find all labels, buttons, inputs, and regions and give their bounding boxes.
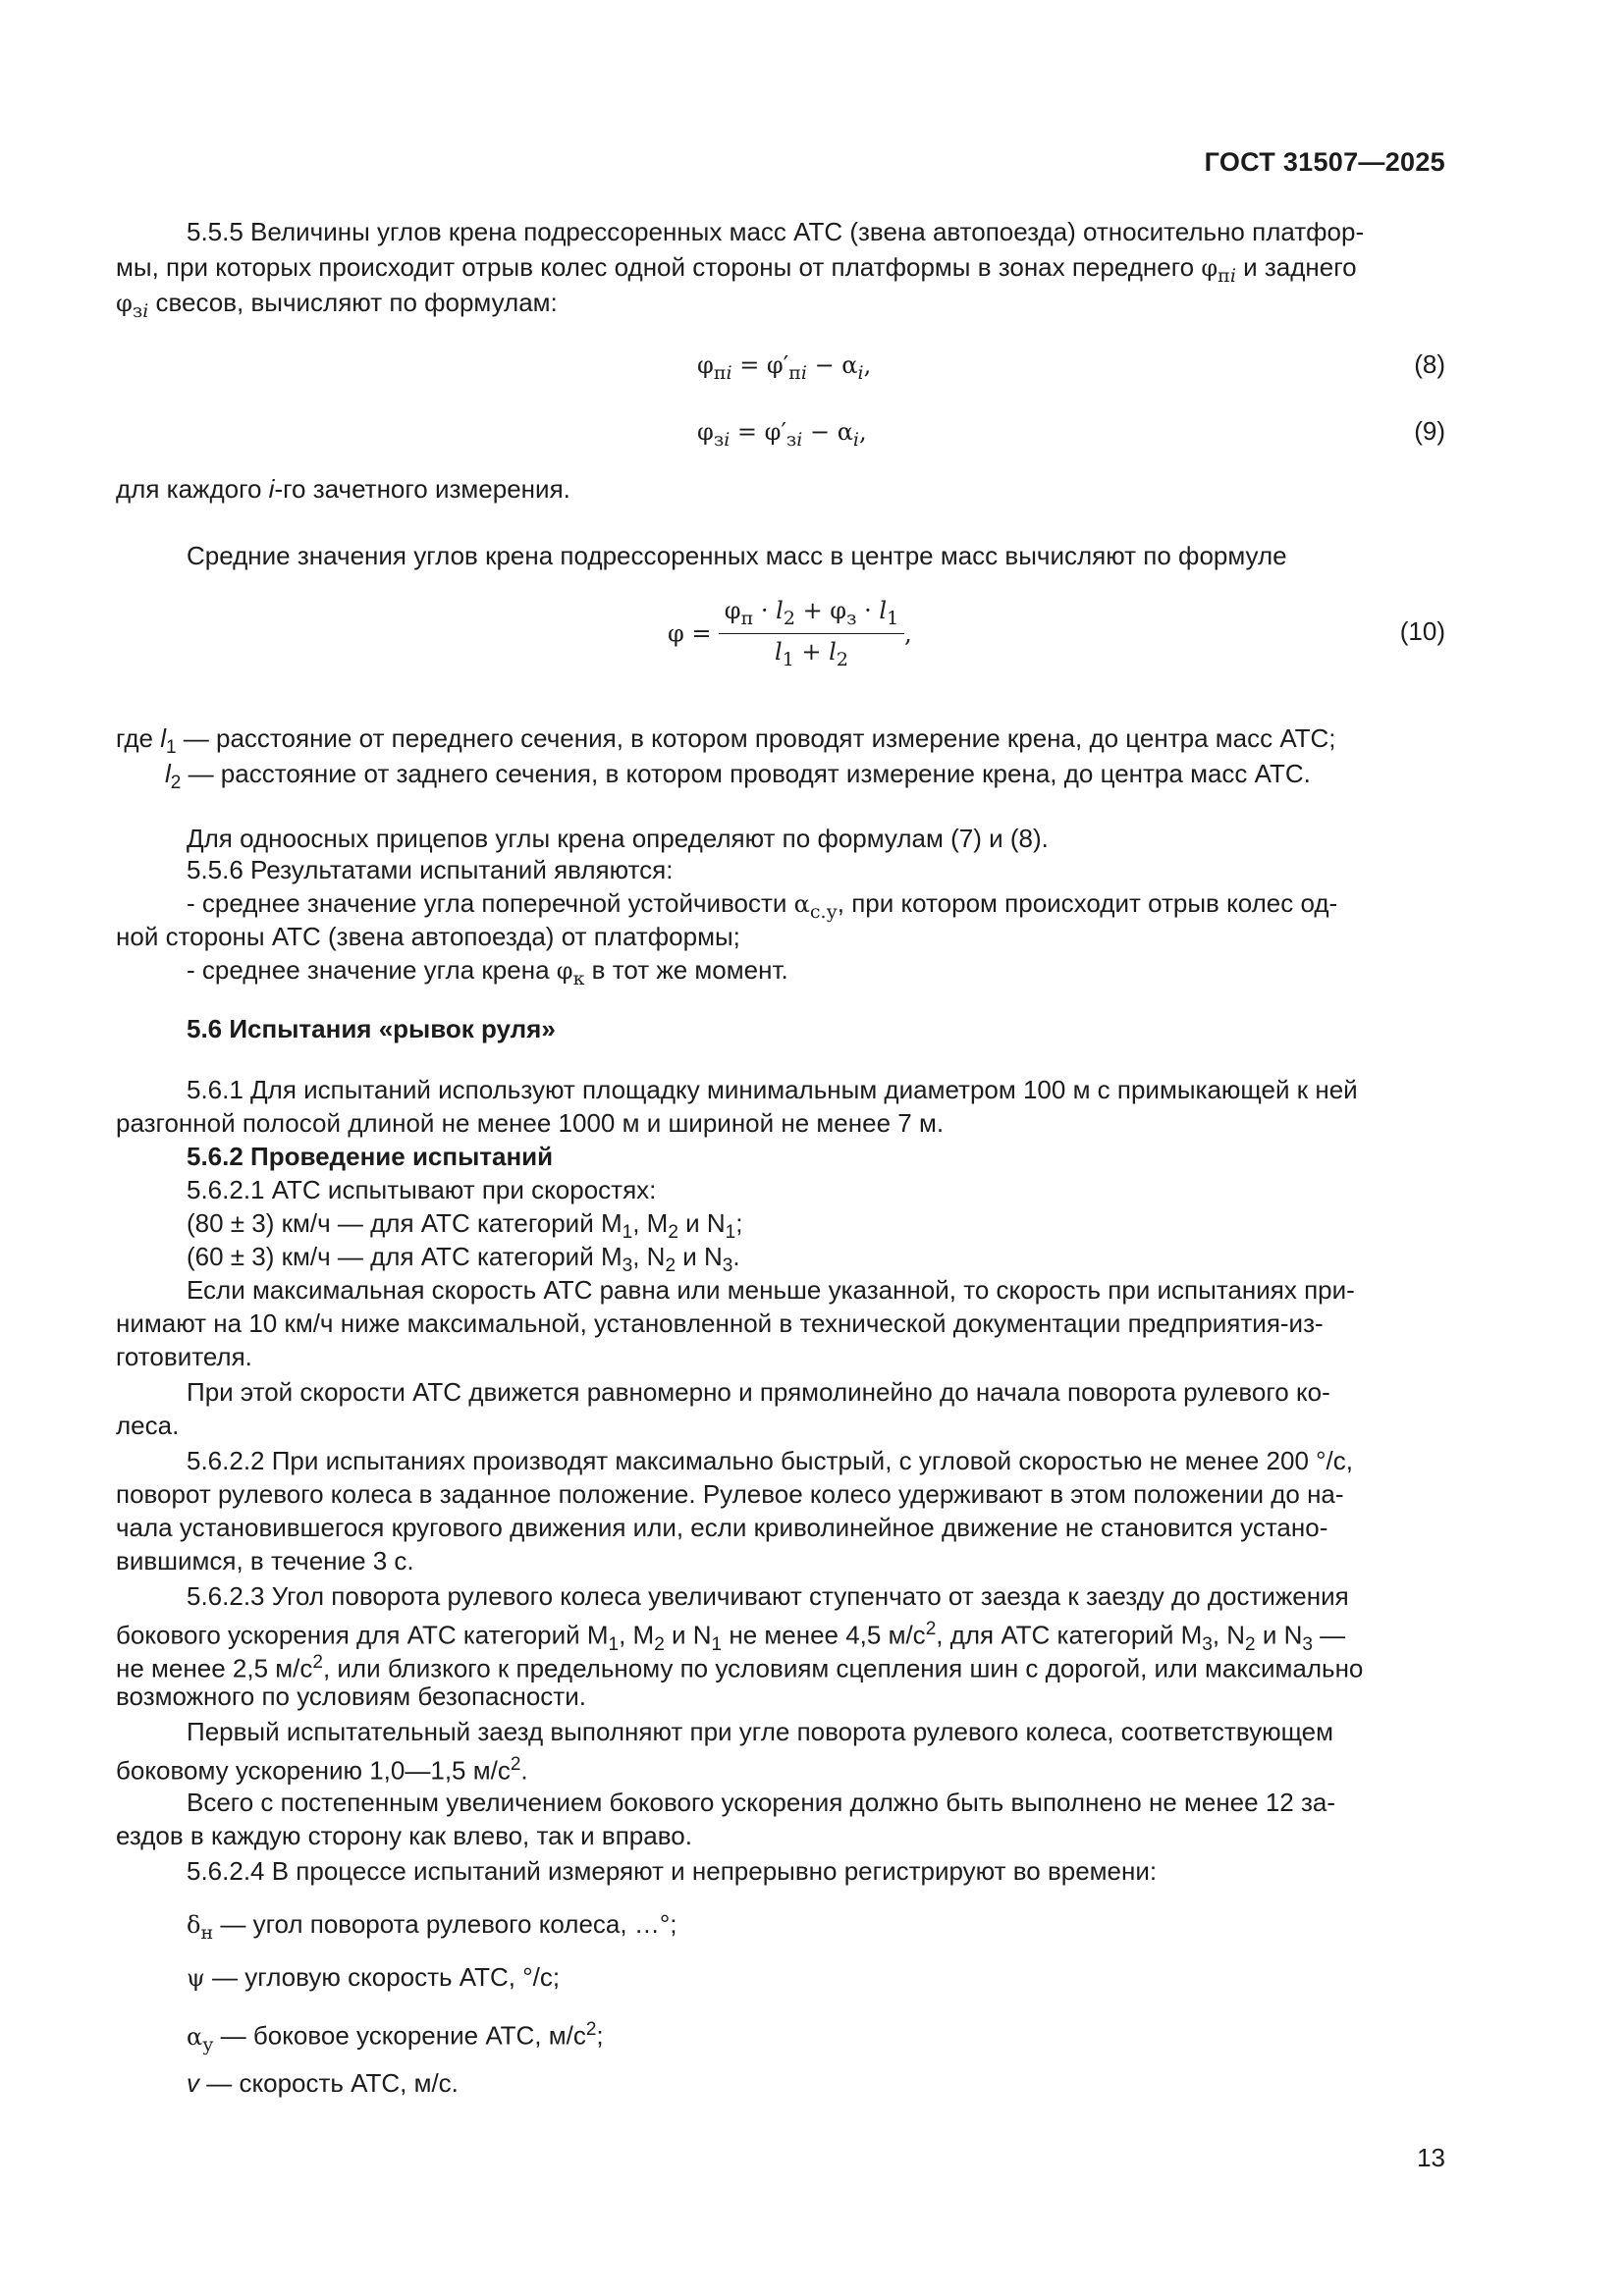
p5623-line4: возможного по условиям безопасности. <box>116 1682 586 1711</box>
uniform-line2: леса. <box>116 1411 180 1440</box>
max-speed-line1: Если максимальная скорость АТС равна или меньше указанной, то скорость при испытаниях при- <box>187 1275 1355 1305</box>
formula-9: $\varphi_{зi} = \varphi'_{зi} - \alpha_i$, <box>697 418 867 451</box>
uniaxial-note: Для одноосных прицепов углы крена определяют по формулам (7) и (8). <box>187 824 1049 853</box>
formula-8: $\varphi_{пi} = \varphi'_{пi} - \alpha_i$, <box>697 351 872 384</box>
p561-line1: 5.6.1 Для испытаний используют площадку минимальным диаметром 100 м с примыкающей к ней <box>187 1075 1358 1104</box>
speed-line1: (80 ± 3) км/ч — для АТС категорий $М_1$, $М_2$ и $N_1$; <box>187 1208 743 1244</box>
p5621: 5.6.2.1 АТС испытывают при скоростях: <box>187 1175 657 1204</box>
uniform-line1: При этой скорости АТС движется равномерно и прямолинейно до начала поворота рулевого ко- <box>187 1377 1330 1407</box>
measure-psi: ψ — угловую скорость АТС, °/с; <box>187 1962 561 1992</box>
measure-v: v — скорость АТС, м/с. <box>187 2068 459 2098</box>
formula-10-number: (10) <box>1399 616 1445 646</box>
document-header: ГОСТ 31507—2025 <box>1204 147 1445 177</box>
s555-line1: 5.5.5 Величины углов крена подрессоренных масс АТС (звена автопоезда) относительно платфор- <box>187 217 1365 246</box>
total-runs-line1: Всего с постепенным увеличением бокового ускорения должно быть выполнено не менее 12 за- <box>187 1788 1336 1817</box>
max-speed-line2: нимают на 10 км/ч ниже максимальной, установленной в технической документации предприятия-из- <box>116 1308 1324 1338</box>
formula-9-number: (9) <box>1414 416 1445 446</box>
total-runs-line2: ездов в каждую сторону как влево, так и вправо. <box>116 1821 692 1850</box>
measure-alpha: $\alpha_у$ — боковое ускорение АТС, $м/с^2$; <box>187 2019 604 2056</box>
where-l2: $l_2$ — расстояние от заднего сечения, в котором проводят измерение крена, до центра масс АТС. <box>165 759 1311 794</box>
p5623-line3: не менее 2,5 $м/с^2$, или близкого к предельному по условиям сцепления шин с дорогой, или максимально <box>116 1652 1364 1683</box>
p5622-line4: вившимся, в течение 3 с. <box>116 1546 414 1575</box>
first-run-line2: боковому ускорению 1,0—1,5 $м/с^2$. <box>116 1754 528 1786</box>
s556-item1-line2: ной стороны АТС (звена автопоезда) от платформы; <box>116 922 740 951</box>
p5622-line2: поворот рулевого колеса в заданное положение. Рулевое колесо удерживают в этом положении до на- <box>116 1479 1344 1509</box>
first-run-line1: Первый испытательный заезд выполняют при угле поворота рулевого колеса, соответствующем <box>187 1717 1334 1746</box>
p5623-line2: бокового ускорения для АТС категорий $М_1$, $М_2$ и $N_1$ не менее 4,5 $м/с^2$, для АТС категорий $М_3$, $N_2$ и $N_3$ — <box>116 1619 1346 1655</box>
s556-item2: - среднее значение угла крена $\varphi_к$ в тот же момент. <box>187 955 788 989</box>
s556-title: 5.5.6 Результатами испытаний являются: <box>187 855 674 884</box>
measure-delta: $\delta_н$ — угол поворота рулевого колеса, …°; <box>187 1909 677 1944</box>
formula-8-number: (8) <box>1414 349 1445 379</box>
formula-10: φ = $\frac{\varphi_п \cdot l_2 + \varphi_з \cdot l_1}{l_1 + l_2}$ , <box>668 597 912 670</box>
s555-line3: $\varphi_{зi}$ свесов, вычисляют по формулам: <box>116 288 558 322</box>
page-number: 13 <box>1417 2143 1445 2172</box>
p561-line2: разгонной полосой длиной не менее 1000 м и шириной не менее 7 м. <box>116 1108 945 1138</box>
s556-item1-line1: - среднее значение угла поперечной устойчивости $\alpha_{с.у}$, при котором происходит отрыв колес од- <box>187 888 1338 923</box>
p5624: 5.6.2.4 В процессе испытаний измеряют и непрерывно регистрируют во времени: <box>187 1856 1158 1886</box>
s56-heading: 5.6 Испытания «рывок руля» <box>187 1014 556 1043</box>
p5622-line3: чала установившегося кругового движения или, если криволинейное движение не становится устано- <box>116 1513 1328 1542</box>
s555-line2: мы, при которых происходит отрыв колес одной стороны от платформы в зонах переднего $\varphi_{пi}$ и заднего <box>116 252 1357 287</box>
s562-heading: 5.6.2 Проведение испытаний <box>187 1142 554 1171</box>
where-l1: где $l_1$ — расстояние от переднего сечения, в котором проводят измерение крена, до центра масс АТС; <box>116 723 1336 759</box>
p5622-line1: 5.6.2.2 При испытаниях производят максимально быстрый, с угловой скоростью не менее 200 °/с, <box>187 1446 1353 1475</box>
for-each-line: для каждого i-го зачетного измерения. <box>116 474 570 504</box>
mean-intro: Средние значения углов крена подрессоренных масс в центре масс вычисляют по формуле <box>187 541 1287 570</box>
max-speed-line3: готовителя. <box>116 1342 252 1371</box>
p5623-line1: 5.6.2.3 Угол поворота рулевого колеса увеличивают ступенчато от заезда к заезду до достижения <box>187 1581 1349 1611</box>
speed-line2: (60 ± 3) км/ч — для АТС категорий $М_3$, $N_2$ и $N_3$. <box>187 1242 740 1277</box>
